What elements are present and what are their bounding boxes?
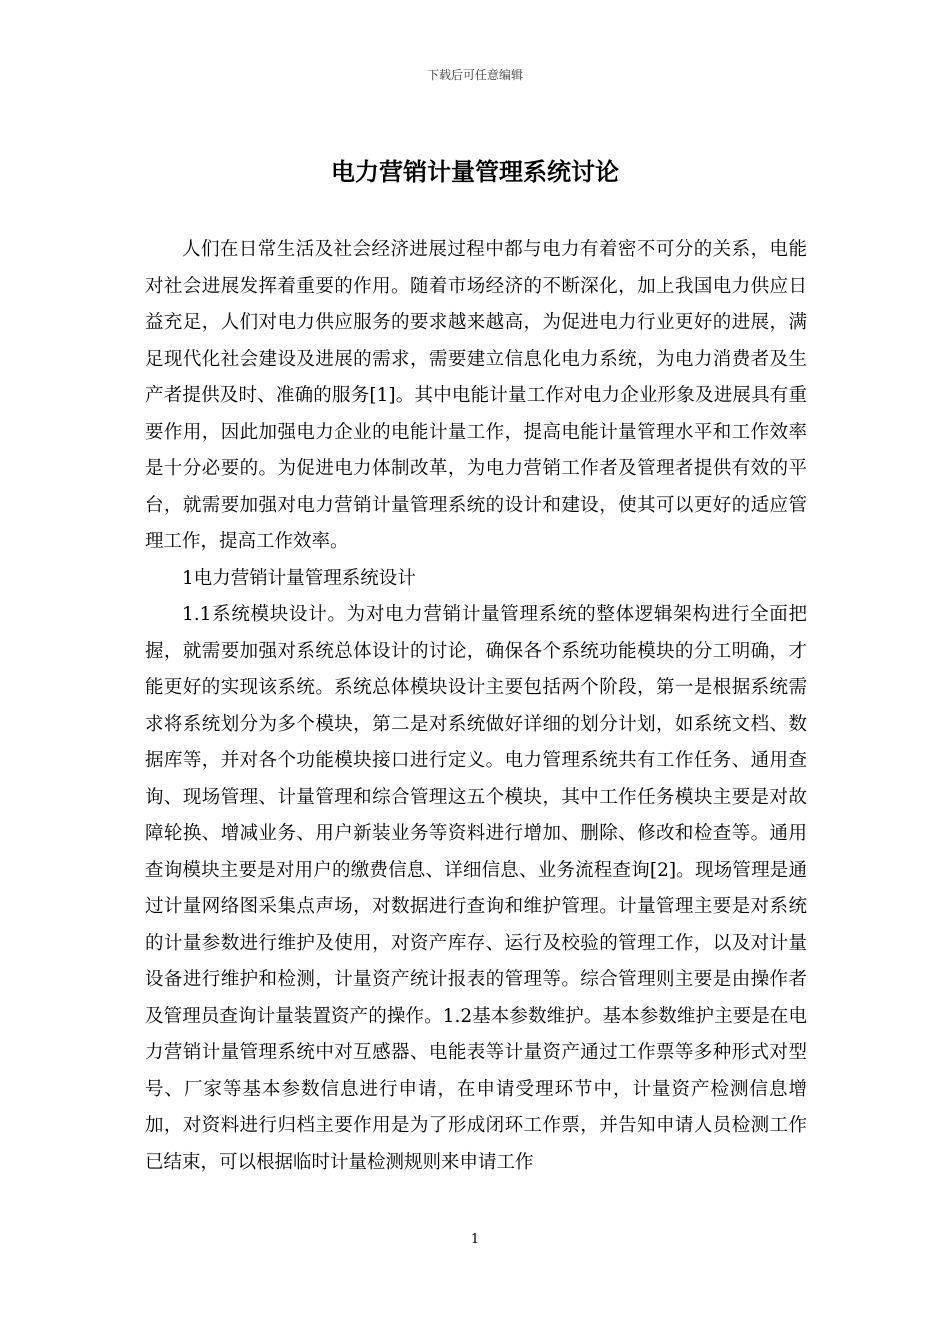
page-header-note: 下载后可任意编辑 — [426, 68, 523, 82]
paragraph-section-1-1: 1.1系统模块设计。为对电力营销计量管理系统的整体逻辑架构进行全面把握，就需要加强对系统总体设计的讨论，确保各个系统功能模块的分工明确，才能更好的实现该系统。系统总体模块设计主要包括两个阶段，第一是根据系统需求将系统划分为多个模块，第二是对系统做好详细的划分计划，如系统文档、数据库等，并对各个功能模块接口进行定义。电力管理系统共有工作任务、通用查询、现场管理、计量管理和综合管理这五个模块，其中工作任务模块主要是对故障轮换、增减业务、用户新装业务等资料进行增加、删除、修改和检查等。通用查询模块主要是对用户的缴费信息、详细信息、业务流程查询[2]。现场管理是通过计量网络图采集点声场，对数据进行查询和维护管理。计量管理主要是对系统的计量参数进行维护及使用，对资产库存、运行及校验的管理工作，以及对计量设备进行维护和检测，计量资产统计报表的管理等。综合管理则主要是由操作者及管理员查询计量装置资产的操作。1.2基本参数维护。基本参数维护主要是在电力营销计量管理系统中对互感器、电能表等计量资产通过工作票等多种形式对型号、厂家等基本参数信息进行申请，在申请受理环节中，计量资产检测信息增加，对资料进行归档主要作用是为了形成闭环工作票，并告知申请人员检测工作已结束，可以根据临时计量检测规则来申请工作 — [145, 604, 807, 1173]
section-heading-1: 1电力营销计量管理系统设计 — [182, 567, 416, 589]
page-number: 1 — [470, 1232, 480, 1247]
paragraph-intro: 人们在日常生活及社会经济进展过程中都与电力有着密不可分的关系，电能对社会进展发挥着重要的作用。随着市场经济的不断深化，加上我国电力供应日益充足，人们对电力供应服务的要求越来越高，为促进电力行业更好的进展，满足现代化社会建设及进展的需求，需要建立信息化电力系统，为电力消费者及生产者提供及时、准确的服务[1]。其中电能计量工作对电力企业形象及进展具有重要作用，因此加强电力企业的电能计量工作，提高电能计量管理水平和工作效率是十分必要的。为促进电力体制改革，为电力营销工作者及管理者提供有效的平台，就需要加强对电力营销计量管理系统的设计和建设，使其可以更好的适应管理工作，提高工作效率。 — [145, 239, 807, 552]
document-title: 电力营销计量管理系统讨论 — [331, 158, 619, 186]
document-body — [145, 232, 807, 1181]
